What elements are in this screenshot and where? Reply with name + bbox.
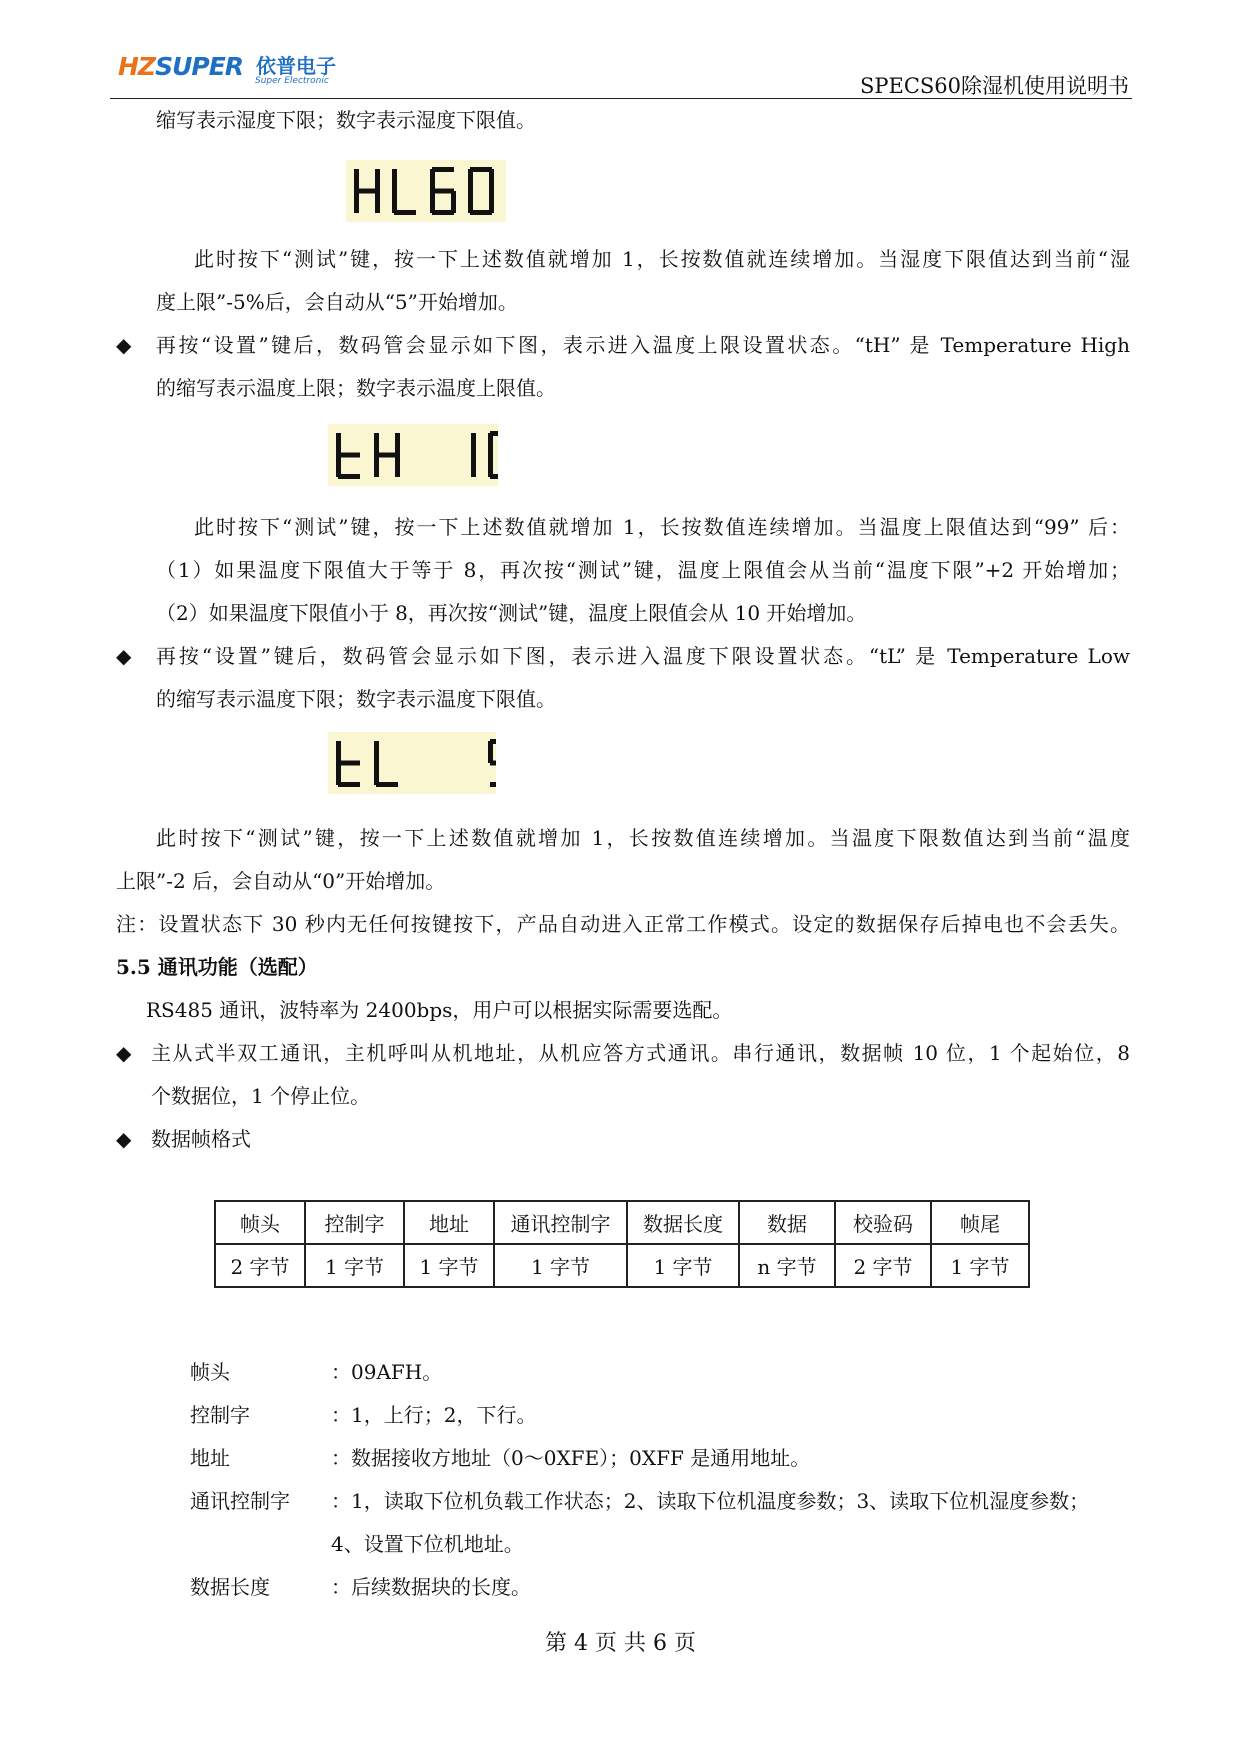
lcd-segment xyxy=(376,782,398,787)
note-line: 注：设置状态下 30 秒内无任何按键按下，产品自动进入正常工作模式。设定的数据保存后掉电也不会丢失。 xyxy=(116,912,1130,936)
lcd-segment xyxy=(395,433,400,455)
table-header-cell: 帧尾 xyxy=(931,1201,1029,1244)
logo-chinese-name: 依普电子 xyxy=(256,54,336,78)
lcd-segment xyxy=(356,189,378,194)
table-cell: 1 字节 xyxy=(494,1244,627,1287)
lcd-segment xyxy=(336,741,341,763)
paragraph-line: （2）如果温度下限值小于 8，再次按“测试”键，温度上限值会从 10 开始增加。 xyxy=(156,601,867,625)
table-cell: 1 字节 xyxy=(931,1244,1029,1287)
lcd-segment xyxy=(374,455,379,477)
lcd-segment xyxy=(336,763,341,785)
paragraph-line: 数据帧格式 xyxy=(151,1127,251,1151)
lcd-segment xyxy=(374,763,379,785)
bullet-diamond-icon: ◆ xyxy=(116,333,132,357)
paragraph-line: （1）如果温度下限值大于等于 8，再次按“测试”键，温度上限值会从当前“温度下限”+2 开始增加； xyxy=(156,558,1130,582)
lcd-digits xyxy=(328,732,496,794)
lcd-segment xyxy=(432,189,454,194)
lcd-segment xyxy=(338,453,360,458)
paragraph-line: 的缩写表示温度上限；数字表示温度上限值。 xyxy=(156,376,556,400)
paragraph-line: 缩写表示湿度下限；数字表示湿度下限值。 xyxy=(156,108,536,132)
paragraph-line: 此时按下“测试”键，按一下上述数值就增加 1，长按数值就连续增加。当湿度下限值达到当前“湿 xyxy=(194,247,1130,271)
lcd-segment xyxy=(338,782,360,787)
logo-english-name: Super Electronic xyxy=(255,76,329,86)
definition-desc: ：09AFH。 xyxy=(331,1360,443,1384)
lcd-display-tl5 xyxy=(328,732,496,794)
lcd-segment xyxy=(470,167,492,172)
lcd-segment xyxy=(470,210,492,215)
data-frame-table xyxy=(214,1200,1030,1288)
lcd-segment xyxy=(375,191,380,213)
lcd-segment xyxy=(432,210,454,215)
bullet-diamond-icon: ◆ xyxy=(116,1127,132,1151)
table-header-cell: 地址 xyxy=(404,1201,494,1244)
company-logo xyxy=(118,52,348,92)
table-cell: 1 字节 xyxy=(627,1244,739,1287)
lcd-display-hl60 xyxy=(346,160,506,222)
table-header-cell: 通讯控制字 xyxy=(494,1201,627,1244)
lcd-segment xyxy=(430,169,435,191)
definition-term: 数据长度 xyxy=(190,1575,270,1599)
page-number: 第 4 页 共 6 页 xyxy=(545,1631,696,1656)
lcd-segment xyxy=(394,210,416,215)
table-cell: 2 字节 xyxy=(835,1244,931,1287)
lcd-segment xyxy=(354,169,359,191)
lcd-segment xyxy=(392,191,397,213)
lcd-segment xyxy=(376,453,398,458)
lcd-display-th10 xyxy=(328,424,498,486)
paragraph-line: 上限”-2 后，会自动从“0”开始增加。 xyxy=(116,869,446,893)
lcd-segment xyxy=(375,169,380,191)
definition-desc: ：1，上行；2，下行。 xyxy=(331,1403,537,1427)
table-cell: 1 字节 xyxy=(404,1244,494,1287)
definition-term: 帧头 xyxy=(190,1360,230,1384)
lcd-segment xyxy=(336,455,341,477)
lcd-segment xyxy=(451,191,456,213)
table-header-cell: 帧头 xyxy=(215,1201,305,1244)
logo-brand: HZSUPER xyxy=(118,52,244,81)
definition-term: 地址 xyxy=(190,1446,230,1470)
lcd-segment xyxy=(354,191,359,213)
lcd-segment xyxy=(338,474,360,479)
lcd-segment xyxy=(374,433,379,455)
paragraph-line: 主从式半双工通讯，主机呼叫从机地址，从机应答方式通讯。串行通讯，数据帧 10 位，1 个起始位，8 xyxy=(151,1041,1130,1065)
paragraph-line: 再按“设置”键后，数码管会显示如下图，表示进入温度上限设置状态。“tH” 是 Temperature High xyxy=(156,333,1130,357)
lcd-segment xyxy=(432,167,454,172)
lcd-segment xyxy=(336,433,341,455)
lcd-digits xyxy=(328,424,498,486)
definition-term: 通讯控制字 xyxy=(190,1489,290,1513)
lcd-segment xyxy=(395,455,400,477)
lcd-segment xyxy=(338,761,360,766)
section-heading: 5.5 通讯功能（选配） xyxy=(116,955,318,979)
paragraph-line: 再按“设置”键后，数码管会显示如下图，表示进入温度下限设置状态。“tL” 是 Temperature Low xyxy=(156,644,1130,668)
paragraph-line: 此时按下“测试”键，按一下上述数值就增加 1，长按数值连续增加。当温度下限数值达到当前“温度 xyxy=(156,826,1130,850)
table-header-row xyxy=(215,1201,1029,1244)
lcd-segment xyxy=(392,169,397,191)
lcd-segment xyxy=(490,761,496,766)
table-header-cell: 数据 xyxy=(739,1201,835,1244)
paragraph-line: 个数据位，1 个停止位。 xyxy=(151,1084,371,1108)
definition-desc: 4、设置下位机地址。 xyxy=(331,1532,524,1556)
lcd-segment xyxy=(468,169,473,191)
lcd-segment xyxy=(471,433,476,455)
lcd-segment xyxy=(468,191,473,213)
lcd-digits xyxy=(346,160,506,222)
lcd-segment xyxy=(471,455,476,477)
lcd-segment xyxy=(488,455,493,477)
bullet-diamond-icon: ◆ xyxy=(116,644,132,668)
table-cell: 2 字节 xyxy=(215,1244,305,1287)
table-cell: n 字节 xyxy=(739,1244,835,1287)
table-cell: 1 字节 xyxy=(305,1244,404,1287)
document-title: SPECS60除湿机使用说明书 xyxy=(859,74,1129,98)
table-row xyxy=(215,1244,1029,1287)
definition-term: 控制字 xyxy=(190,1403,250,1427)
paragraph-line: RS485 通讯，波特率为 2400bps，用户可以根据实际需要选配。 xyxy=(146,998,733,1022)
header-divider xyxy=(110,98,1132,99)
table-header-cell: 数据长度 xyxy=(627,1201,739,1244)
paragraph-line: 的缩写表示温度下限；数字表示温度下限值。 xyxy=(156,687,556,711)
lcd-segment xyxy=(490,782,496,787)
definition-desc: ：1，读取下位机负载工作状态；2、读取下位机温度参数；3、读取下位机湿度参数； xyxy=(331,1489,1090,1513)
definition-desc: ：数据接收方地址（0～0XFE）；0XFF 是通用地址。 xyxy=(331,1446,811,1470)
definition-desc: ：后续数据块的长度。 xyxy=(331,1575,531,1599)
lcd-segment xyxy=(488,433,493,455)
table-header-cell: 控制字 xyxy=(305,1201,404,1244)
lcd-segment xyxy=(489,169,494,191)
lcd-segment xyxy=(488,741,493,763)
paragraph-line: 此时按下“测试”键，按一下上述数值就增加 1，长按数值连续增加。当温度上限值达到“99” 后： xyxy=(194,515,1130,539)
lcd-segment xyxy=(489,191,494,213)
table-header-cell: 校验码 xyxy=(835,1201,931,1244)
bullet-diamond-icon: ◆ xyxy=(116,1041,132,1065)
paragraph-line: 度上限”-5%后，会自动从“5”开始增加。 xyxy=(156,290,518,314)
lcd-segment xyxy=(374,741,379,763)
lcd-segment xyxy=(430,191,435,213)
